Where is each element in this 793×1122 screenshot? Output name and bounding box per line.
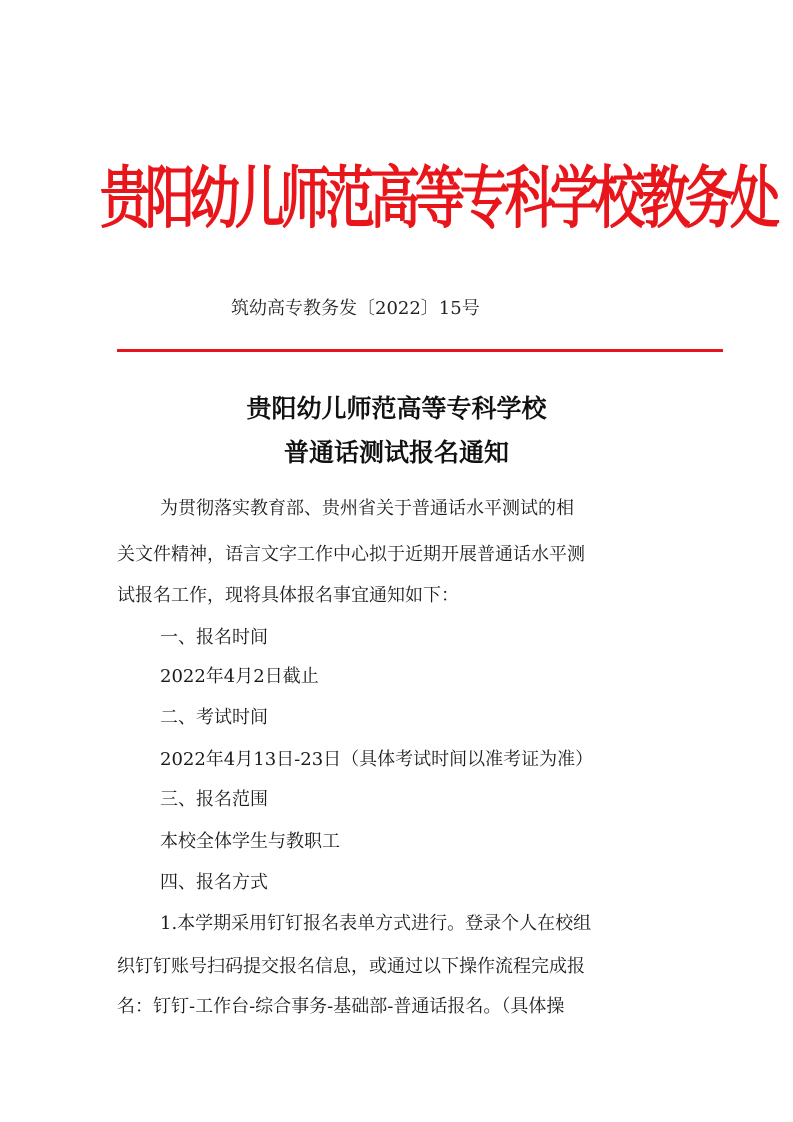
section-1-heading: 一、报名时间: [160, 627, 268, 648]
red-divider: [117, 349, 723, 352]
section-4-line-1: 1.本学期采用钉钉报名表单方式进行。登录个人在校组: [160, 913, 592, 934]
intro-line-2: 关文件精神，语言文字工作中心拟于近期开展普通话水平测: [117, 544, 585, 565]
intro-line-1: 为贯彻落实教育部、贵州省关于普通话水平测试的相: [160, 498, 574, 519]
section-3-heading: 三、报名范围: [160, 789, 268, 810]
section-4-line-2: 织钉钉账号扫码提交报名信息，或通过以下操作流程完成报: [117, 956, 585, 977]
intro-line-3: 试报名工作，现将具体报名事宜通知如下：: [117, 585, 459, 606]
document-number: 筑幼高专教务发〔2022〕15号: [231, 298, 480, 319]
section-3-content: 本校全体学生与教职工: [160, 831, 340, 852]
document-title-line-2: 普通话测试报名通知: [283, 438, 509, 467]
organization-header: 贵阳幼儿师范高等专科学校教务处: [100, 158, 775, 238]
section-4-line-3: 名：钉钉-工作台-综合事务-基础部-普通话报名。（具体操: [117, 996, 565, 1017]
section-4-heading: 四、报名方式: [160, 872, 268, 893]
section-2-content: 2022年4月13日-23日（具体考试时间以准考证为准）: [160, 749, 594, 770]
section-1-content: 2022年4月2日截止: [160, 666, 319, 687]
document-title-line-1: 贵阳幼儿师范高等专科学校: [246, 394, 547, 423]
section-2-heading: 二、考试时间: [160, 707, 268, 728]
